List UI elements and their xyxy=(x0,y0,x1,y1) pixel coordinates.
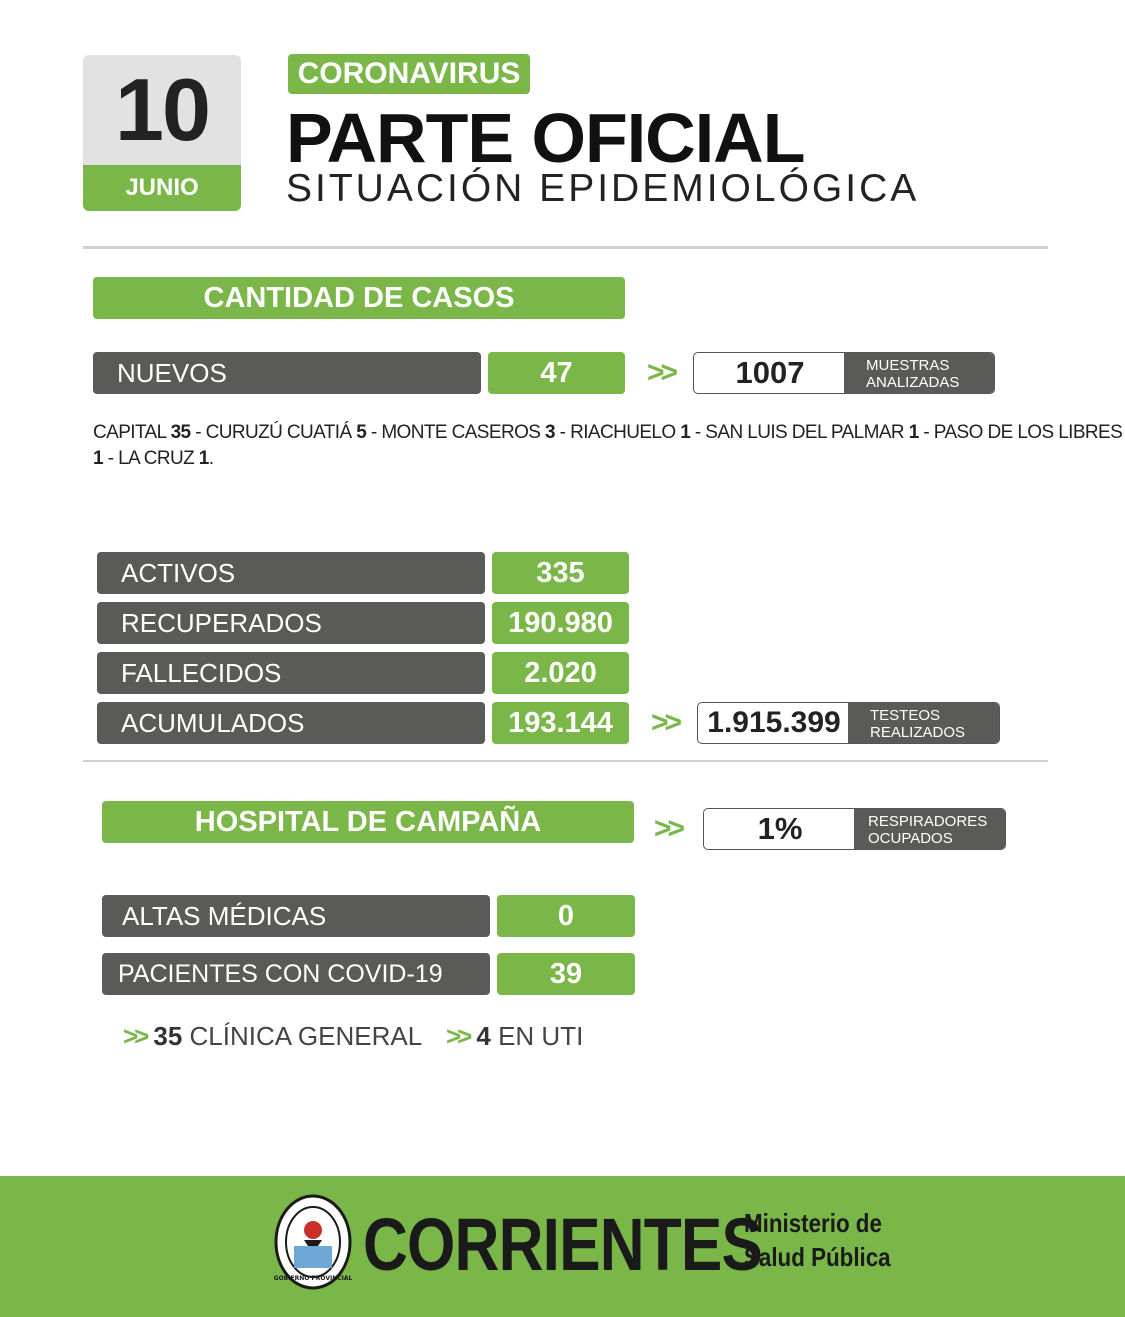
recovered-value: 190.980 xyxy=(492,602,629,644)
date-box xyxy=(83,55,241,211)
samples-label xyxy=(844,353,994,393)
respirators-box xyxy=(703,808,1006,850)
new-cases-value: 47 xyxy=(488,352,625,394)
recovered-label: RECUPERADOS xyxy=(97,602,485,644)
icu-value: 4 xyxy=(476,1021,491,1051)
icu-label: EN UTI xyxy=(498,1021,584,1051)
respirators-label-line1: RESPIRADORES xyxy=(868,813,988,830)
respirators-value: 1% xyxy=(757,811,803,846)
date-day: 10 xyxy=(115,60,209,159)
active-label: ACTIVOS xyxy=(97,552,485,594)
patients-label: PACIENTES CON COVID-19 xyxy=(102,953,490,995)
double-chevron-right-icon: >> xyxy=(446,1021,469,1051)
district-item: PASO DE LOS LIBRES 1 - xyxy=(93,422,1123,469)
double-chevron-right-icon: >> xyxy=(651,706,679,739)
cases-section-title: CANTIDAD DE CASOS xyxy=(93,277,625,319)
hospital-section-title: HOSPITAL DE CAMPAÑA xyxy=(102,801,634,843)
date-month: JUNIO xyxy=(83,165,241,211)
page-title: PARTE OFICIAL xyxy=(286,99,805,177)
icu-stat xyxy=(446,1019,583,1053)
active-value: 335 xyxy=(492,552,629,594)
double-chevron-right-icon: >> xyxy=(123,1021,146,1051)
page-subtitle: SITUACIÓN EPIDEMIOLÓGICA xyxy=(286,167,920,210)
samples-value: 1007 xyxy=(735,355,805,390)
footer xyxy=(0,1176,1125,1317)
divider-top xyxy=(83,246,1048,249)
district-item: LA CRUZ 1. xyxy=(118,448,214,469)
new-cases-label: NUEVOS xyxy=(93,352,481,394)
ministry-name xyxy=(744,1206,891,1274)
double-chevron-right-icon: >> xyxy=(654,812,682,845)
district-item: MONTE CASEROS 3 - xyxy=(381,422,571,443)
samples-label-line1: MUESTRAS xyxy=(866,357,950,374)
accumulated-label: ACUMULADOS xyxy=(97,702,485,744)
respirators-label-line2: OCUPADOS xyxy=(868,830,953,847)
ministry-line1: Ministerio de xyxy=(744,1208,882,1238)
tests-value: 1.915.399 xyxy=(707,706,841,739)
accumulated-value: 193.144 xyxy=(492,702,629,744)
tests-label-line1: TESTEOS xyxy=(870,707,941,724)
tests-box xyxy=(697,702,1000,744)
districts-line xyxy=(93,420,1125,472)
divider-middle xyxy=(83,760,1048,762)
tests-label xyxy=(848,703,999,743)
district-item: CAPITAL 35 - xyxy=(93,422,206,443)
district-item: SAN LUIS DEL PALMAR 1 - xyxy=(705,422,934,443)
provincial-seal-icon xyxy=(274,1194,352,1290)
samples-label-line2: ANALIZADAS xyxy=(866,374,960,391)
discharges-value: 0 xyxy=(497,895,635,937)
general-clinic-value: 35 xyxy=(153,1021,183,1051)
respirators-label xyxy=(854,809,1005,849)
deceased-value: 2.020 xyxy=(492,652,629,694)
coronavirus-tag: CORONAVIRUS xyxy=(288,54,530,94)
district-item: RIACHUELO 1 - xyxy=(570,422,706,443)
district-item: CURUZÚ CUATIÁ 5 - xyxy=(205,422,382,443)
seal-text: GOBIERNO PROVINCIAL xyxy=(274,1275,352,1282)
samples-box xyxy=(693,352,995,394)
patients-value: 39 xyxy=(497,953,635,995)
discharges-label: ALTAS MÉDICAS xyxy=(102,895,490,937)
general-clinic-stat xyxy=(123,1019,422,1053)
ministry-line2: Salud Pública xyxy=(744,1242,891,1272)
brand-name: CORRIENTES xyxy=(363,1203,763,1286)
deceased-label: FALLECIDOS xyxy=(97,652,485,694)
double-chevron-right-icon: >> xyxy=(647,356,675,389)
tests-label-line2: REALIZADOS xyxy=(870,724,966,741)
general-clinic-label: CLÍNICA GENERAL xyxy=(189,1021,423,1051)
